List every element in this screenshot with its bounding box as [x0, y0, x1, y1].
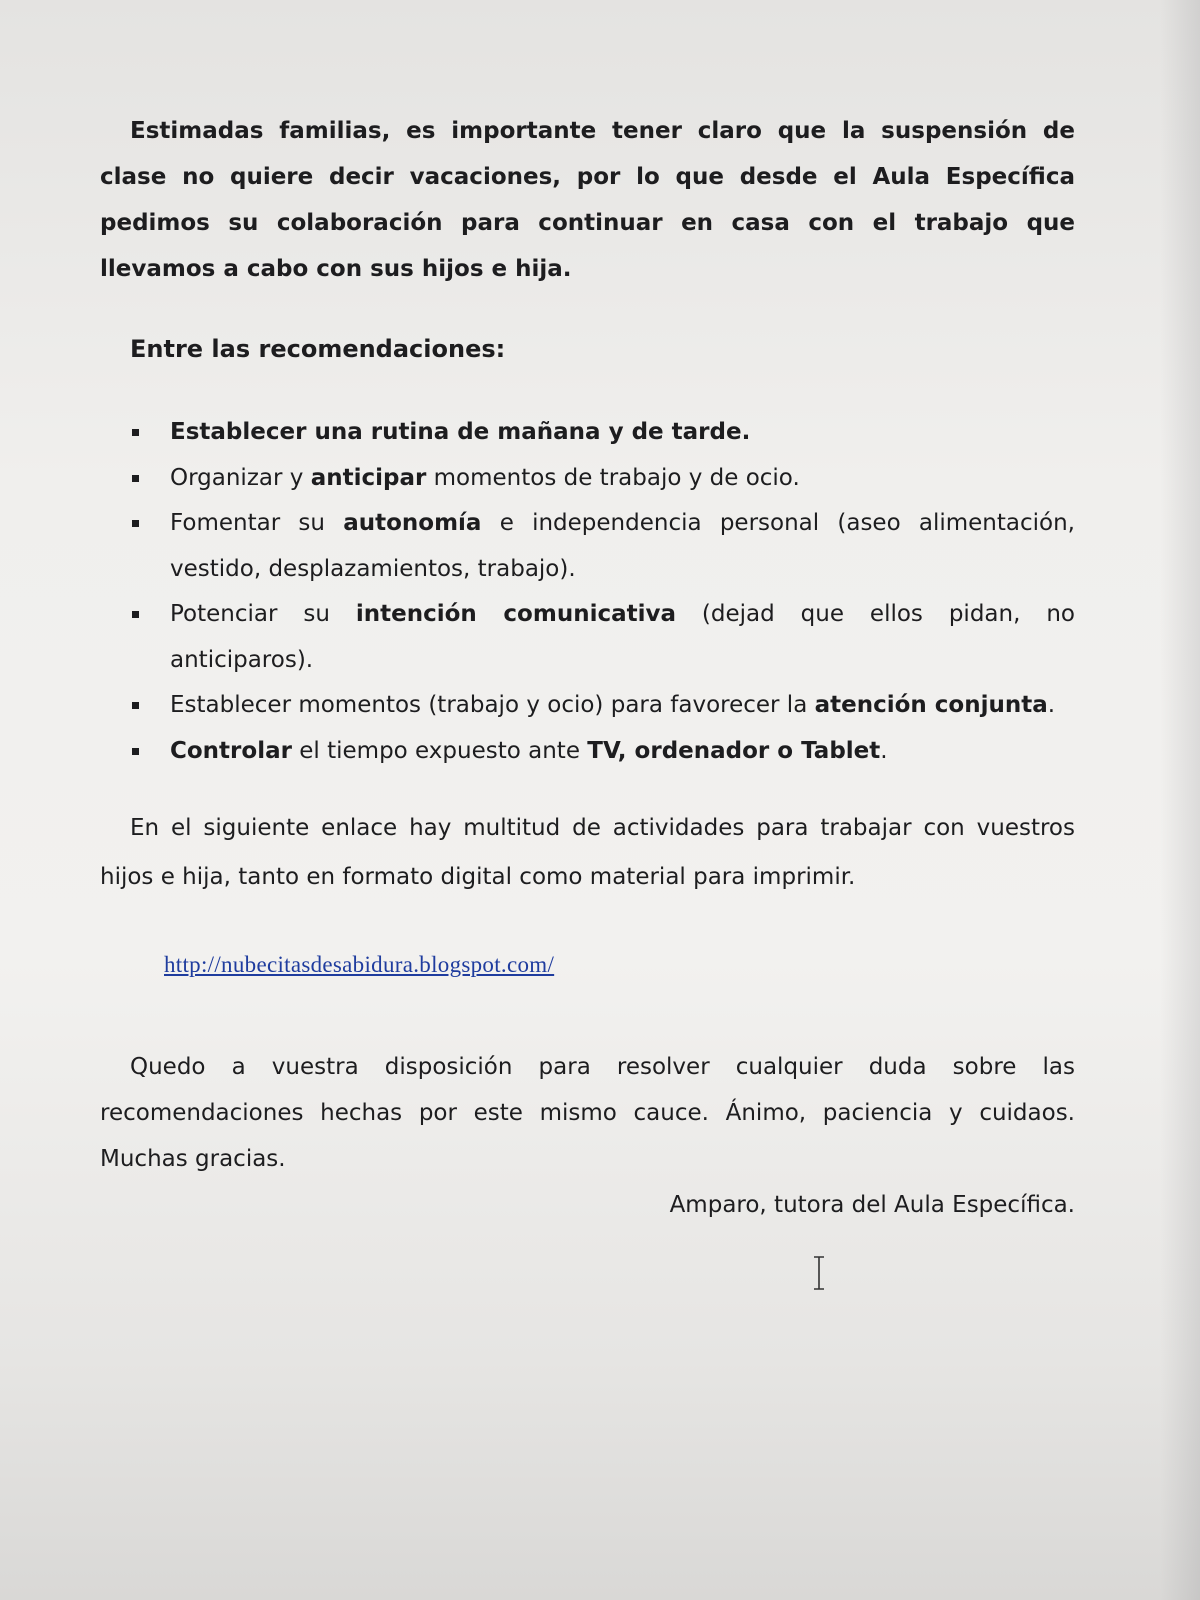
recommendations-list	[100, 410, 1075, 774]
bullet-square-icon	[132, 429, 139, 436]
bullet-square-icon	[132, 611, 139, 618]
bullet-square-icon	[132, 748, 139, 755]
blog-link[interactable]: http://nubecitasdesabidura.blogspot.com/	[164, 952, 555, 977]
list-item: Organizar y anticipar momentos de trabajo y de ocio.	[100, 456, 1075, 502]
closing-paragraph: Quedo a vuestra disposición para resolver cualquier duda sobre las recomendaciones hechas por este mismo cauce. Ánimo, paciencia y cuidaos. Muchas gracias.	[100, 1054, 1075, 1172]
activities-paragraph: En el siguiente enlace hay multitud de actividades para trabajar con vuestros hijos e hija, tanto en formato digital como material para imprimir.	[100, 815, 1075, 890]
signature: Amparo, tutora del Aula Específica.	[669, 1192, 1075, 1218]
bullet-square-icon	[132, 520, 139, 527]
letter-body	[100, 108, 1075, 1228]
bullet-square-icon	[132, 475, 139, 482]
list-item: Potenciar su intención comunicativa (dejad que ellos pidan, no anticiparos).	[100, 592, 1075, 683]
recommendations-heading: Entre las recomendaciones:	[130, 335, 506, 363]
intro-paragraph: Estimadas familias, es importante tener claro que la suspensión de clase no quiere decir vacaciones, por lo que desde el Aula Específica pedimos su colaboración para continuar en casa con el trabajo que llevamos a cabo con sus hijos e hija.	[100, 118, 1075, 282]
text-cursor-icon	[813, 1256, 825, 1290]
bullet-square-icon	[132, 702, 139, 709]
list-item: Fomentar su autonomía e independencia personal (aseo alimentación, vestido, desplazamientos, trabajo).	[100, 501, 1075, 592]
list-item: Establecer una rutina de mañana y de tarde.	[100, 410, 1075, 456]
list-item: Controlar el tiempo expuesto ante TV, ordenador o Tablet.	[100, 729, 1075, 775]
list-item: Establecer momentos (trabajo y ocio) para favorecer la atención conjunta.	[100, 683, 1075, 729]
link-row	[164, 952, 1075, 978]
